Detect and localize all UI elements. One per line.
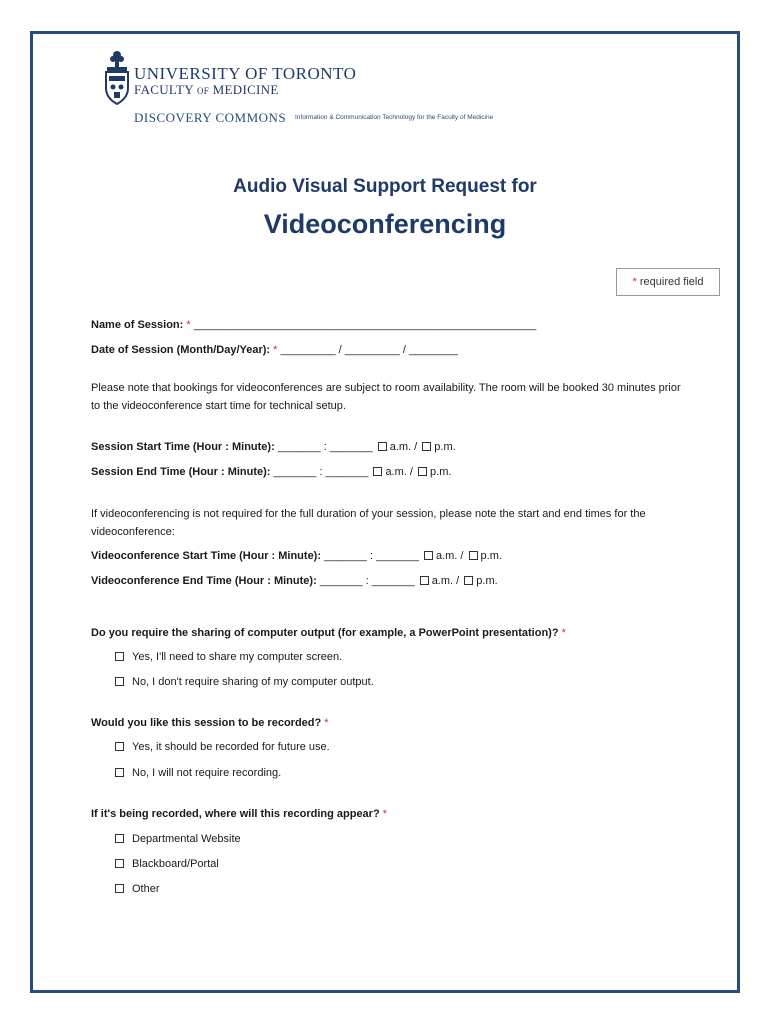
required-star: * [632,276,637,288]
option-label: Departmental Website [132,833,241,845]
checkbox[interactable] [115,834,124,843]
faculty-name-of: OF [196,86,210,96]
form-title-line1: Audio Visual Support Request for [233,176,537,197]
am-label: a.m. / [389,441,418,453]
videoconference-note: If videoconferencing is not required for the full duration of your session, please note the start and end times for the videoconference: [91,508,646,538]
required-star: * [273,344,278,356]
session-start-label: Session Start Time (Hour : Minute): [91,441,275,453]
university-name: UNIVERSITY OF TORONTO [134,64,357,83]
checkbox[interactable] [115,859,124,868]
option-label: No, I will not require recording. [132,767,282,779]
date-of-session-input[interactable]: _________ / _________ / ________ [280,344,458,356]
required-field-legend [616,268,720,296]
vc-end-pm-checkbox[interactable] [464,576,473,585]
faculty-name-post: MEDICINE [212,82,279,97]
vc-start-am-checkbox[interactable] [424,551,433,560]
record-question [91,717,329,729]
option-label: Other [132,883,160,895]
pm-label: p.m. [434,441,456,453]
session-end-row [91,466,451,478]
session-end-label: Session End Time (Hour : Minute): [91,466,271,478]
required-legend-text: required field [639,276,704,288]
vc-end-row [91,575,498,587]
vc-end-label: Videoconference End Time (Hour : Minute): [91,575,317,587]
vc-start-pm-checkbox[interactable] [469,551,478,560]
required-star: * [382,808,388,820]
sharing-option-no[interactable] [115,676,374,688]
location-option-other[interactable] [115,883,160,895]
unit-subtitle: Information & Communication Technology for the Faculty of Medicine [295,114,494,121]
session-start-am-checkbox[interactable] [378,442,387,451]
name-of-session-row [91,319,536,331]
record-question-text: Would you like this session to be recorded? [91,717,322,729]
session-end-input[interactable]: _______ : _______ [273,466,369,478]
pm-label: p.m. [480,550,502,562]
option-label: Yes, I'll need to share my computer screen. [132,651,343,663]
checkbox[interactable] [115,652,124,661]
date-of-session-row [91,344,458,356]
booking-note: Please note that bookings for videoconferences are subject to room availability. The room will be booked 30 minutes prior to the videoconference start time for technical setup. [91,382,681,412]
vc-start-input[interactable]: _______ : _______ [324,550,419,562]
checkbox[interactable] [115,742,124,751]
university-crest-icon [104,50,130,108]
unit-name: DISCOVERY COMMONS [134,110,287,125]
date-of-session-label: Date of Session (Month/Day/Year): [91,344,271,356]
form-title-line2: Videoconferencing [263,209,507,239]
location-option-website[interactable] [115,833,241,845]
required-star: * [561,627,566,639]
name-of-session-input[interactable]: ________________________________________________________ [193,319,537,331]
option-label: Blackboard/Portal [132,858,219,870]
session-end-pm-checkbox[interactable] [418,467,427,476]
location-option-portal[interactable] [115,858,219,870]
vc-end-am-checkbox[interactable] [420,576,429,585]
location-question-text: If it's being recorded, where will this recording appear? [91,808,380,820]
checkbox[interactable] [115,884,124,893]
am-label: a.m. / [431,575,460,587]
am-label: a.m. / [435,550,464,562]
name-of-session-label: Name of Session: [91,319,184,331]
vc-start-row [91,550,502,562]
session-end-am-checkbox[interactable] [373,467,382,476]
pm-label: p.m. [476,575,498,587]
option-label: No, I don't require sharing of my computer output. [132,676,374,688]
vc-start-label: Videoconference Start Time (Hour : Minute): [91,550,322,562]
sharing-question [91,627,566,639]
faculty-name-pre: FACULTY [134,82,194,97]
session-start-input[interactable]: _______ : _______ [277,441,373,453]
required-star: * [324,717,329,729]
checkbox[interactable] [115,768,124,777]
record-option-no[interactable] [115,767,281,779]
sharing-question-text: Do you require the sharing of computer output (for example, a PowerPoint presentation)? [91,627,559,639]
record-option-yes[interactable] [115,741,330,753]
option-label: Yes, it should be recorded for future use. [132,741,330,753]
session-start-pm-checkbox[interactable] [422,442,431,451]
sharing-option-yes[interactable] [115,651,342,663]
vc-end-input[interactable]: _______ : _______ [319,575,415,587]
faculty-name [134,82,279,98]
pm-label: p.m. [430,466,452,478]
required-star: * [186,319,191,331]
checkbox[interactable] [115,677,124,686]
am-label: a.m. / [385,466,413,478]
session-start-row [91,441,456,453]
location-question [91,808,387,820]
